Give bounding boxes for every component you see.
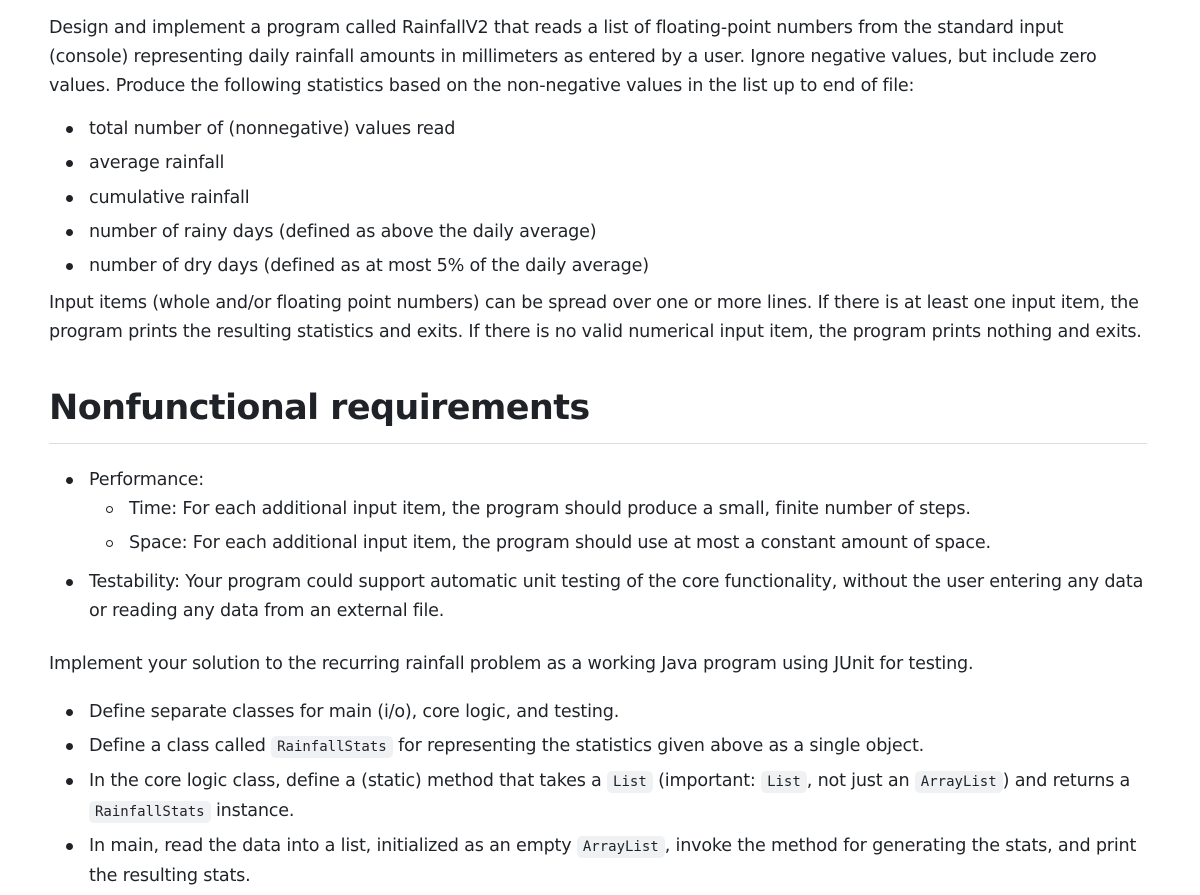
section-heading: Nonfunctional requirements bbox=[49, 387, 1147, 444]
task-text: ) and returns a bbox=[1002, 771, 1131, 792]
list-item: number of rainy days (defined as above the daily average) bbox=[49, 218, 1147, 252]
list-item: number of dry days (defined as at most 5% of the daily average) bbox=[49, 252, 1147, 286]
performance-label: Performance: bbox=[89, 470, 205, 491]
document-content bbox=[49, 14, 1147, 895]
task-text: In main, read the data into a list, initialized as an empty bbox=[89, 836, 577, 857]
list-item bbox=[49, 732, 1147, 762]
inline-code: RainfallStats bbox=[271, 736, 393, 758]
inline-code: ArrayList bbox=[577, 836, 665, 858]
task-text: , not just an bbox=[806, 771, 915, 792]
inline-code: List bbox=[761, 771, 807, 793]
task-text: Define a class called bbox=[89, 736, 272, 757]
input-paragraph: Input items (whole and/or floating point numbers) can be spread over one or more lines. If there is at least one input item, the program prints the resulting statistics and exits. If there is no valid numerical input item, the program prints nothing and exits. bbox=[49, 293, 1142, 343]
statistics-list bbox=[49, 115, 1147, 286]
performance-sublist bbox=[89, 495, 1147, 563]
inline-code: List bbox=[607, 771, 653, 793]
intro-paragraph: Design and implement a program called RainfallV2 that reads a list of floating-point numbers from the standard input (console) representing daily rainfall amounts in millimeters as entered by a user. Ignore negative values, but include zero values. Produce the following statistics based on the non-negative values in the list up to end of file: bbox=[49, 18, 1097, 96]
list-item: total number of (nonnegative) values read bbox=[49, 115, 1147, 149]
list-item bbox=[49, 832, 1147, 891]
task-text: , invoke the method for generating the stats, and print the resulting stats. bbox=[89, 836, 1137, 887]
task-text: for representing the statistics given above as a single object. bbox=[392, 736, 925, 757]
inline-code: ArrayList bbox=[915, 771, 1003, 793]
list-item bbox=[49, 767, 1147, 827]
list-item: Define separate classes for main (i/o), core logic, and testing. bbox=[49, 698, 1147, 727]
list-item: cumulative rainfall bbox=[49, 184, 1147, 218]
testability-item: Testability: Your program could support automatic unit testing of the core functionality, without the user entering any data or reading any data from an external file. bbox=[49, 568, 1147, 626]
nonfunctional-requirements-list bbox=[49, 466, 1147, 626]
task-text: (important: bbox=[652, 771, 762, 792]
time-item: Time: For each additional input item, the program should produce a small, finite number of steps. bbox=[89, 495, 1147, 529]
task-text: instance. bbox=[210, 801, 295, 822]
task-text: In the core logic class, define a (static) method that takes a bbox=[89, 771, 608, 792]
inline-code: RainfallStats bbox=[89, 801, 211, 823]
performance-item bbox=[49, 466, 1147, 563]
list-item: average rainfall bbox=[49, 149, 1147, 183]
tasks-list bbox=[49, 698, 1147, 891]
implement-paragraph: Implement your solution to the recurring rainfall problem as a working Java program using JUnit for testing. bbox=[49, 654, 974, 675]
space-item: Space: For each additional input item, the program should use at most a constant amount of space. bbox=[89, 529, 1147, 563]
